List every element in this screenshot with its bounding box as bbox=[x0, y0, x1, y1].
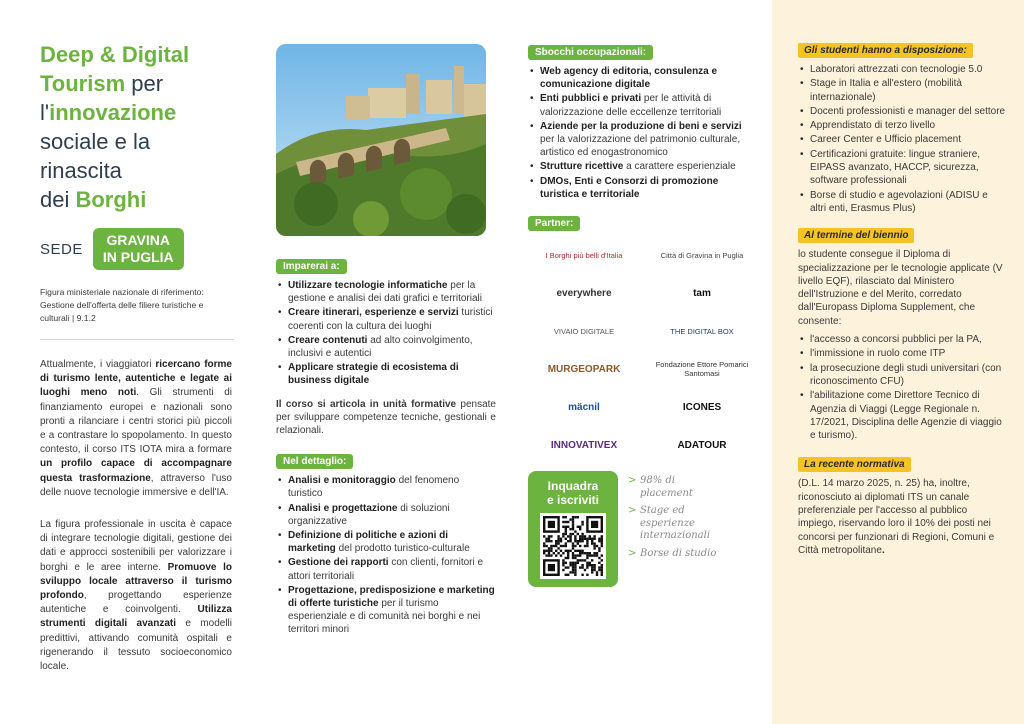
normativa-heading: La recente normativa bbox=[798, 457, 911, 472]
list-item bbox=[276, 584, 496, 637]
biennio-text: lo studente consegue il Diploma di specializzazione per le tecnologie applicate (V livello EQF), rilasciato dal Ministero dell'Istruzione e del Merito, corredato dall'Europass Diploma Supplement, che consente: bbox=[798, 249, 1003, 327]
sbocchi-section bbox=[528, 42, 758, 201]
icones-logo: ICONES bbox=[682, 401, 722, 413]
list-item bbox=[528, 120, 758, 160]
list-item bbox=[528, 175, 758, 201]
qr-card[interactable] bbox=[528, 471, 618, 587]
intro-column bbox=[0, 0, 258, 724]
list-item bbox=[276, 334, 496, 360]
text-run: ricercano forme di turismo lente, autentiche e legate ai luoghi meno noti bbox=[40, 359, 232, 399]
digitalbox-logo: THE DIGITAL BOX bbox=[670, 326, 734, 336]
qr-code[interactable] bbox=[540, 513, 606, 579]
adatour-logo: ADATOUR bbox=[677, 439, 727, 451]
cta-title-line-2: e iscriviti bbox=[546, 493, 600, 508]
sbocchi-list bbox=[528, 65, 758, 201]
cta-title-line-1: Inquadra bbox=[547, 479, 599, 494]
normativa-text bbox=[798, 477, 1006, 557]
disposizione-list bbox=[798, 63, 1006, 215]
title-l: l' bbox=[40, 100, 50, 125]
title-dei: dei bbox=[40, 187, 76, 212]
list-item: • Borse di studio e agevolazioni (ADISU e altri enti, Erasmus Plus) bbox=[798, 189, 1006, 216]
title-line-1: Deep & Digital bbox=[40, 42, 190, 67]
text-run: , progettando esperienze autentiche e coinvolgenti. bbox=[40, 590, 232, 616]
text-run: per le attività di valorizzazione delle eccellenze territoriali bbox=[540, 93, 722, 118]
text-run: Analisi e progettazione bbox=[288, 502, 398, 514]
text-run: Analisi e monitoraggio bbox=[288, 475, 396, 487]
perks-list bbox=[628, 475, 728, 565]
text-run: Utilizzare tecnologie informatiche bbox=[288, 280, 448, 291]
text-run: e modelli predittivi, attivando comunità ospitali e rigenerando il tessuto socioeconomico locale. bbox=[40, 618, 232, 673]
sede-label: SEDE bbox=[40, 240, 83, 258]
sede-badge bbox=[93, 228, 184, 270]
title-line-4: sociale e la rinascita bbox=[40, 129, 151, 183]
text-run: Utilizza strumenti digitali avanzati bbox=[40, 604, 232, 630]
gravina-logo: Città di Gravina in Puglia bbox=[660, 250, 744, 260]
cta-section bbox=[528, 471, 758, 587]
text-run: Strutture ricettive bbox=[540, 161, 624, 173]
learning-column bbox=[258, 0, 510, 724]
imparerai-heading: Imparerai a: bbox=[276, 259, 347, 274]
text-run: ad alto coinvolgimento, inclusivi e autentici bbox=[288, 334, 473, 360]
title-per: per bbox=[125, 71, 164, 96]
disposizione-heading: Gli studenti hanno a disposizione: bbox=[798, 43, 973, 58]
tam-logo: tam bbox=[693, 287, 711, 299]
text-run: per il turismo esperienziale e di comunità nei borghi e nei territori minori bbox=[288, 598, 481, 636]
title-tourism: Tourism bbox=[40, 71, 126, 96]
text-run: per la gestione e analisi dei dati grafici e territoriali bbox=[288, 280, 482, 305]
disposizione-section bbox=[798, 40, 1006, 215]
list-item: • Certificazioni gratuite: lingue straniere, EIPASS avanzato, HACCP, sicurezza, software professionali bbox=[798, 148, 1006, 188]
list-item: • Stage in Italia e all'estero (mobilità internazionale) bbox=[798, 77, 1006, 104]
title-innovazione: innovazione bbox=[49, 100, 177, 125]
list-item: • Apprendistato di terzo livello bbox=[798, 119, 1006, 132]
text-run: a carattere esperienziale bbox=[623, 161, 736, 173]
list-item bbox=[276, 306, 496, 332]
sede-city: GRAVINA bbox=[106, 232, 171, 248]
murgeopark-logo: MURGEOPARK bbox=[547, 363, 621, 375]
list-item: • l'immissione in ruolo come ITP bbox=[798, 347, 1006, 360]
borghi-logo: I Borghi più belli d'Italia bbox=[545, 250, 623, 260]
cta-title bbox=[535, 479, 611, 507]
list-item bbox=[276, 556, 496, 582]
course-title bbox=[40, 40, 232, 214]
pomarici-logo: Fondazione Ettore Pomarici Santomasi bbox=[655, 360, 749, 379]
biennio-heading: Al termine del biennio bbox=[798, 228, 914, 243]
dettaglio-list bbox=[276, 474, 496, 636]
list-item: • Career Center e Ufficio placement bbox=[798, 133, 1006, 146]
imparerai-list bbox=[276, 279, 496, 388]
divider bbox=[40, 339, 234, 340]
list-item: • l'accesso a concorsi pubblici per la PA, bbox=[798, 333, 1006, 346]
list-item: • Docenti professionisti e manager del settore bbox=[798, 105, 1006, 118]
qr-code-icon bbox=[543, 516, 603, 576]
gravina-photo bbox=[276, 44, 486, 236]
text-run: un profilo capace di accompagnare questa trasformazione bbox=[40, 458, 232, 484]
biennio-list bbox=[798, 333, 1006, 442]
text-run: (D.L. 14 marzo 2025, n. 25) ha, inoltre, riconosciuto ai diplomati ITS un canale preferenziale per l'accesso al pubblico impiego, riservando loro il 10% dei posti nei concorsi per funzionari di Regioni, Comuni e Città metropolitane bbox=[798, 478, 995, 556]
text-run: Definizione di politiche e azioni di marketing bbox=[288, 530, 449, 555]
dettaglio-section bbox=[276, 451, 496, 636]
list-item: • l'abilitazione come Direttore Tecnico di Agenzia di Viaggi (Legge Regionale n. 17/2021, Disciplina delle Agenzie di viaggio e turismo). bbox=[798, 389, 1006, 442]
text-run: pensate per sviluppare competenze tecniche, gestionali e relazionali. bbox=[276, 398, 496, 437]
biennio-section bbox=[798, 225, 1006, 442]
career-column bbox=[510, 0, 772, 724]
perk-item: > Stage ed esperienze internazionali bbox=[628, 505, 728, 543]
text-run: La figura professionale in uscita è capace di integrare tecnologie digitali, gestione dei dati e approcci sostenibili per valorizzare i borghi e le aree interne. bbox=[40, 519, 232, 573]
text-run: Attualmente, i viaggiatori bbox=[40, 359, 156, 370]
text-run: . bbox=[881, 544, 885, 556]
title-borghi: Borghi bbox=[75, 187, 147, 212]
text-run: del prodotto turistico-culturale bbox=[335, 543, 470, 555]
text-run: con clienti, fornitori e attori territoriali bbox=[288, 557, 484, 582]
text-run: Creare itinerari, esperienze e servizi bbox=[288, 307, 459, 319]
perk-item: > Borse di studio bbox=[628, 548, 728, 561]
list-item bbox=[276, 529, 496, 555]
list-item bbox=[528, 92, 758, 118]
list-item: • Laboratori attrezzati con tecnologie 5.0 bbox=[798, 63, 1006, 76]
text-run: di soluzioni organizzative bbox=[288, 502, 450, 527]
text-run: , attraverso l'uso delle nuove tecnologie immersive e dell'IA. bbox=[40, 472, 232, 498]
figura-ministeriale: Figura ministeriale nazionale di riferimento: Gestione dell'offerta delle filiere turistiche e culturali | 9.1.2 bbox=[40, 287, 204, 323]
dettaglio-heading: Nel dettaglio: bbox=[276, 454, 353, 469]
text-run: Progettazione, predisposizione e marketing di offerte turistiche bbox=[288, 584, 495, 610]
benefits-column bbox=[772, 0, 1024, 724]
corso-text bbox=[276, 398, 496, 438]
everywhere-logo: everywhere bbox=[556, 287, 612, 299]
text-run: del fenomeno turistico bbox=[288, 475, 460, 500]
list-item bbox=[528, 65, 758, 91]
list-item bbox=[276, 361, 496, 387]
innovativex-logo: INNOVATIVEX bbox=[550, 439, 618, 451]
sede-row bbox=[40, 228, 232, 270]
list-item bbox=[276, 502, 496, 528]
text-run: . Gli strumenti di finanziamento europei e nazionali sono pronti a rilanciare i centri storici più piccoli e a contrastare lo spopolamento. In questo contesto, il corso ITS IOTA mira a formare bbox=[40, 387, 232, 456]
sede-region: IN PUGLIA bbox=[102, 249, 174, 265]
town-illustration bbox=[276, 44, 486, 236]
list-item: • la prosecuzione degli studi universitari (con riconoscimento CFU) bbox=[798, 362, 1006, 389]
partner-heading: Partner: bbox=[528, 216, 580, 231]
list-item bbox=[528, 160, 758, 173]
text-run: Web agency di editoria, consulenza e comunicazione digitale bbox=[540, 66, 718, 91]
perk-item: > 98% di placement bbox=[628, 475, 728, 500]
text-run: Applicare strategie di ecosistema di business digitale bbox=[288, 362, 459, 387]
text-run: Creare contenuti bbox=[288, 334, 368, 346]
text-run: DMOs, Enti e Consorzi di promozione turistica e territoriale bbox=[540, 175, 719, 200]
list-item bbox=[276, 474, 496, 500]
normativa-section bbox=[798, 454, 1006, 557]
text-run: Il corso si articola in unità formative bbox=[276, 398, 457, 410]
text-run: Enti pubblici e privati bbox=[540, 93, 642, 105]
vivaio-logo: VIVAIO DIGITALE bbox=[553, 326, 615, 336]
sbocchi-heading: Sbocchi occupazionali: bbox=[528, 45, 653, 60]
text-run: per la valorizzazione del patrimonio culturale, artistico ed enogastronomico bbox=[540, 134, 741, 159]
partner-logos bbox=[528, 239, 758, 461]
text-run: Gestione dei rapporti bbox=[288, 557, 389, 569]
imparerai-section bbox=[276, 256, 496, 437]
partner-section bbox=[528, 213, 758, 461]
list-item bbox=[276, 279, 496, 305]
intro-paragraph-2 bbox=[40, 518, 232, 674]
text-run: turistici coerenti con la cultura dei luoghi bbox=[288, 307, 493, 332]
text-run: Promuove lo sviluppo locale attraverso il turismo profondo bbox=[40, 561, 232, 602]
text-run: Aziende per la produzione di beni e servizi bbox=[540, 120, 742, 132]
macnil-logo: mäcnil bbox=[568, 401, 600, 413]
intro-paragraph-1 bbox=[40, 358, 232, 500]
